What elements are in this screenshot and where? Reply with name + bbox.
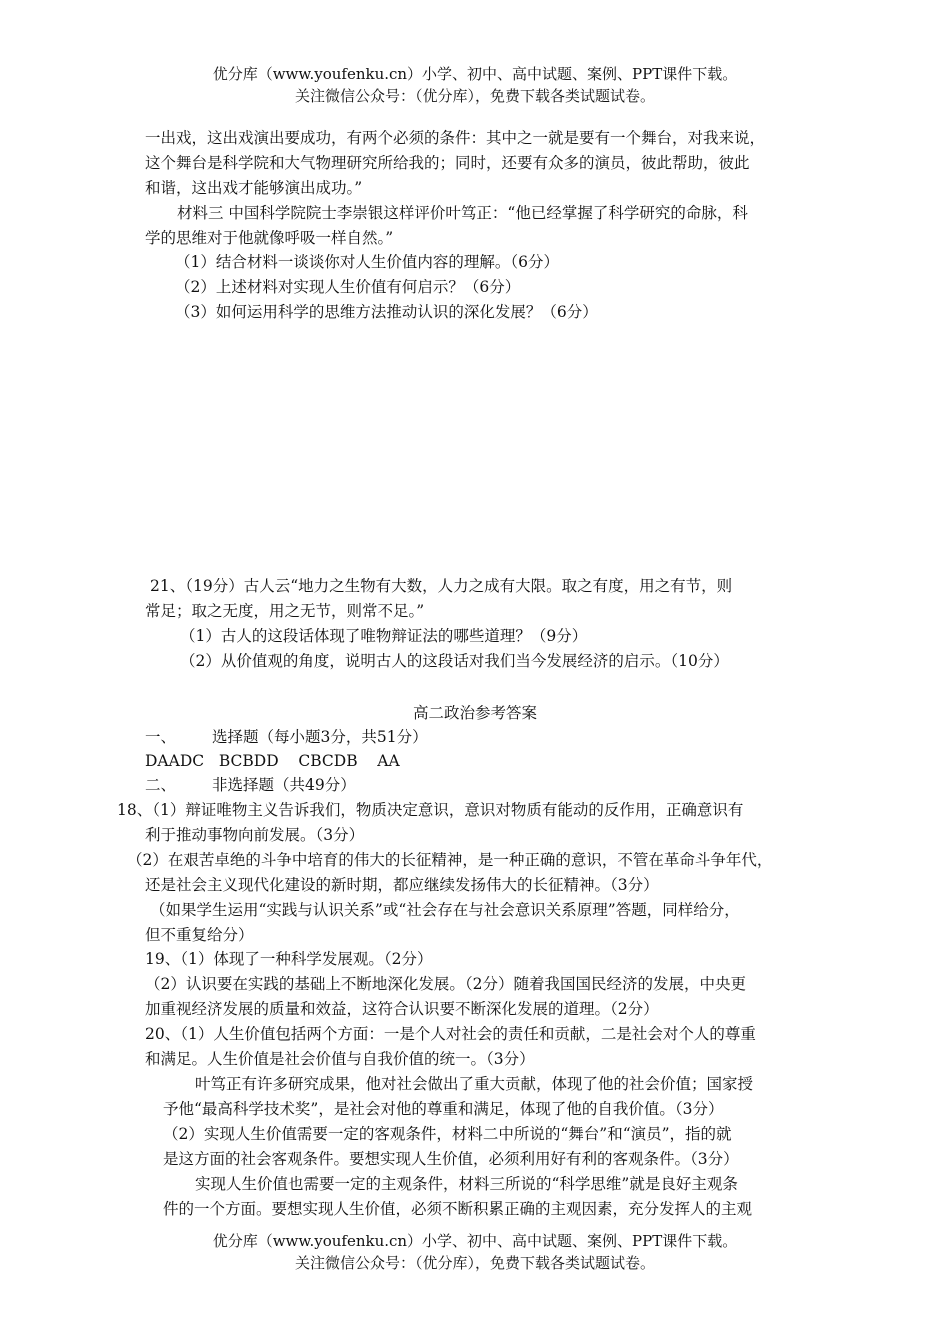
- footer-line-2: 关注微信公众号：（优分库），免费下载各类试题试卷。: [294, 1254, 655, 1272]
- a18-line-5: （如果学生运用“实践与认识关系”或“社会存在与社会意识关系原理”答题，同样给分，: [150, 901, 740, 919]
- q20-sub-2: （2）上述材料对实现人生价值有何启示？（6分）: [175, 278, 521, 296]
- a20-line-8: 件的一个方面。要想实现人生价值，必须不断积累正确的主观因素，充分发挥人的主观: [163, 1200, 753, 1218]
- q20-sub-1: （1）结合材料一谈谈你对人生价值内容的理解。（6分）: [175, 253, 559, 271]
- a18-line-3: （2）在艰苦卓绝的斗争中培育的伟大的长征精神，是一种正确的意识，不管在革命斗争年代，: [127, 851, 773, 869]
- part2-number: 二、: [145, 776, 177, 794]
- a18-line-2: 利于推动事物向前发展。（3分）: [145, 826, 365, 844]
- choice-answers: DAADC BCBDD CBCDB AA: [145, 752, 400, 770]
- q21-stem-1: 21、（19分）古人云“地力之生物有大数，人力之成有大限。取之有度，用之有节，则: [150, 577, 733, 595]
- material2-line-1: 一出戏，这出戏演出要成功，有两个必须的条件：其中之一就是要有一个舞台，对我来说，: [145, 129, 766, 147]
- q21-stem-2: 常足；取之无度，用之无节，则常不足。”: [145, 602, 425, 620]
- a20-line-5: （2）实现人生价值需要一定的客观条件，材料二中所说的“舞台”和“演员”，指的就: [163, 1125, 732, 1143]
- a19-line-2: （2）认识要在实践的基础上不断地深化发展。（2分）随着我国国民经济的发展，中央更: [145, 975, 746, 993]
- header-line-1: 优分库（www.youfenku.cn）小学、初中、高中试题、案例、PPT课件下载。: [212, 65, 738, 83]
- a18-line-6: 但不重复给分）: [145, 926, 254, 944]
- q21-sub-2: （2）从价值观的角度，说明古人的这段话对我们当今发展经济的启示。（10分）: [180, 652, 729, 670]
- material3-line-1: 材料三 中国科学院院士李崇银这样评价叶笃正：“他已经掌握了科学研究的命脉，科: [177, 204, 748, 222]
- a20-line-6: 是这方面的社会客观条件。要想实现人生价值，必须利用好有利的客观条件。（3分）: [163, 1150, 739, 1168]
- q20-sub-3: （3）如何运用科学的思维方法推动认识的深化发展？（6分）: [175, 303, 598, 321]
- q21-sub-1: （1）古人的这段话体现了唯物辩证法的哪些道理？（9分）: [180, 627, 588, 645]
- footer-line-1: 优分库（www.youfenku.cn）小学、初中、高中试题、案例、PPT课件下载。: [212, 1232, 738, 1250]
- material3-line-2: 学的思维对于他就像呼吸一样自然。”: [145, 229, 394, 247]
- part1-number: 一、: [145, 728, 177, 746]
- a20-line-4: 予他“最高科学技术奖”，是社会对他的尊重和满足，体现了他的自我价值。（3分）: [163, 1100, 724, 1118]
- header-line-2: 关注微信公众号：（优分库），免费下载各类试题试卷。: [294, 87, 655, 105]
- a18-line-1: 18、（1）辩证唯物主义告诉我们，物质决定意识，意识对物质有能动的反作用，正确意识有: [117, 801, 744, 819]
- answers-title: 高二政治参考答案: [412, 704, 537, 722]
- material2-line-2: 这个舞台是科学院和大气物理研究所给我的；同时，还要有众多的演员，彼此帮助，彼此: [145, 154, 750, 172]
- part1-label: 选择题（每小题3分，共51分）: [212, 728, 428, 746]
- a20-line-3: 叶笃正有许多研究成果，他对社会做出了重大贡献，体现了他的社会价值；国家授: [195, 1075, 754, 1093]
- a20-line-2: 和满足。人生价值是社会价值与自我价值的统一。（3分）: [145, 1050, 535, 1068]
- a20-line-7: 实现人生价值也需要一定的主观条件，材料三所说的“科学思维”就是良好主观条: [195, 1175, 738, 1193]
- a19-line-3: 加重视经济发展的质量和效益，这符合认识要不断深化发展的道理。（2分）: [145, 1000, 659, 1018]
- part2-label: 非选择题（共49分）: [212, 776, 356, 794]
- a18-line-4: 还是社会主义现代化建设的新时期，都应继续发扬伟大的长征精神。（3分）: [145, 876, 659, 894]
- material2-line-3: 和谐，这出戏才能够演出成功。”: [145, 179, 363, 197]
- a20-line-1: 20、（1）人生价值包括两个方面：一是个人对社会的责任和贡献，二是社会对个人的尊重: [145, 1025, 756, 1043]
- a19-line-1: 19、（1）体现了一种科学发展观。（2分）: [145, 950, 433, 968]
